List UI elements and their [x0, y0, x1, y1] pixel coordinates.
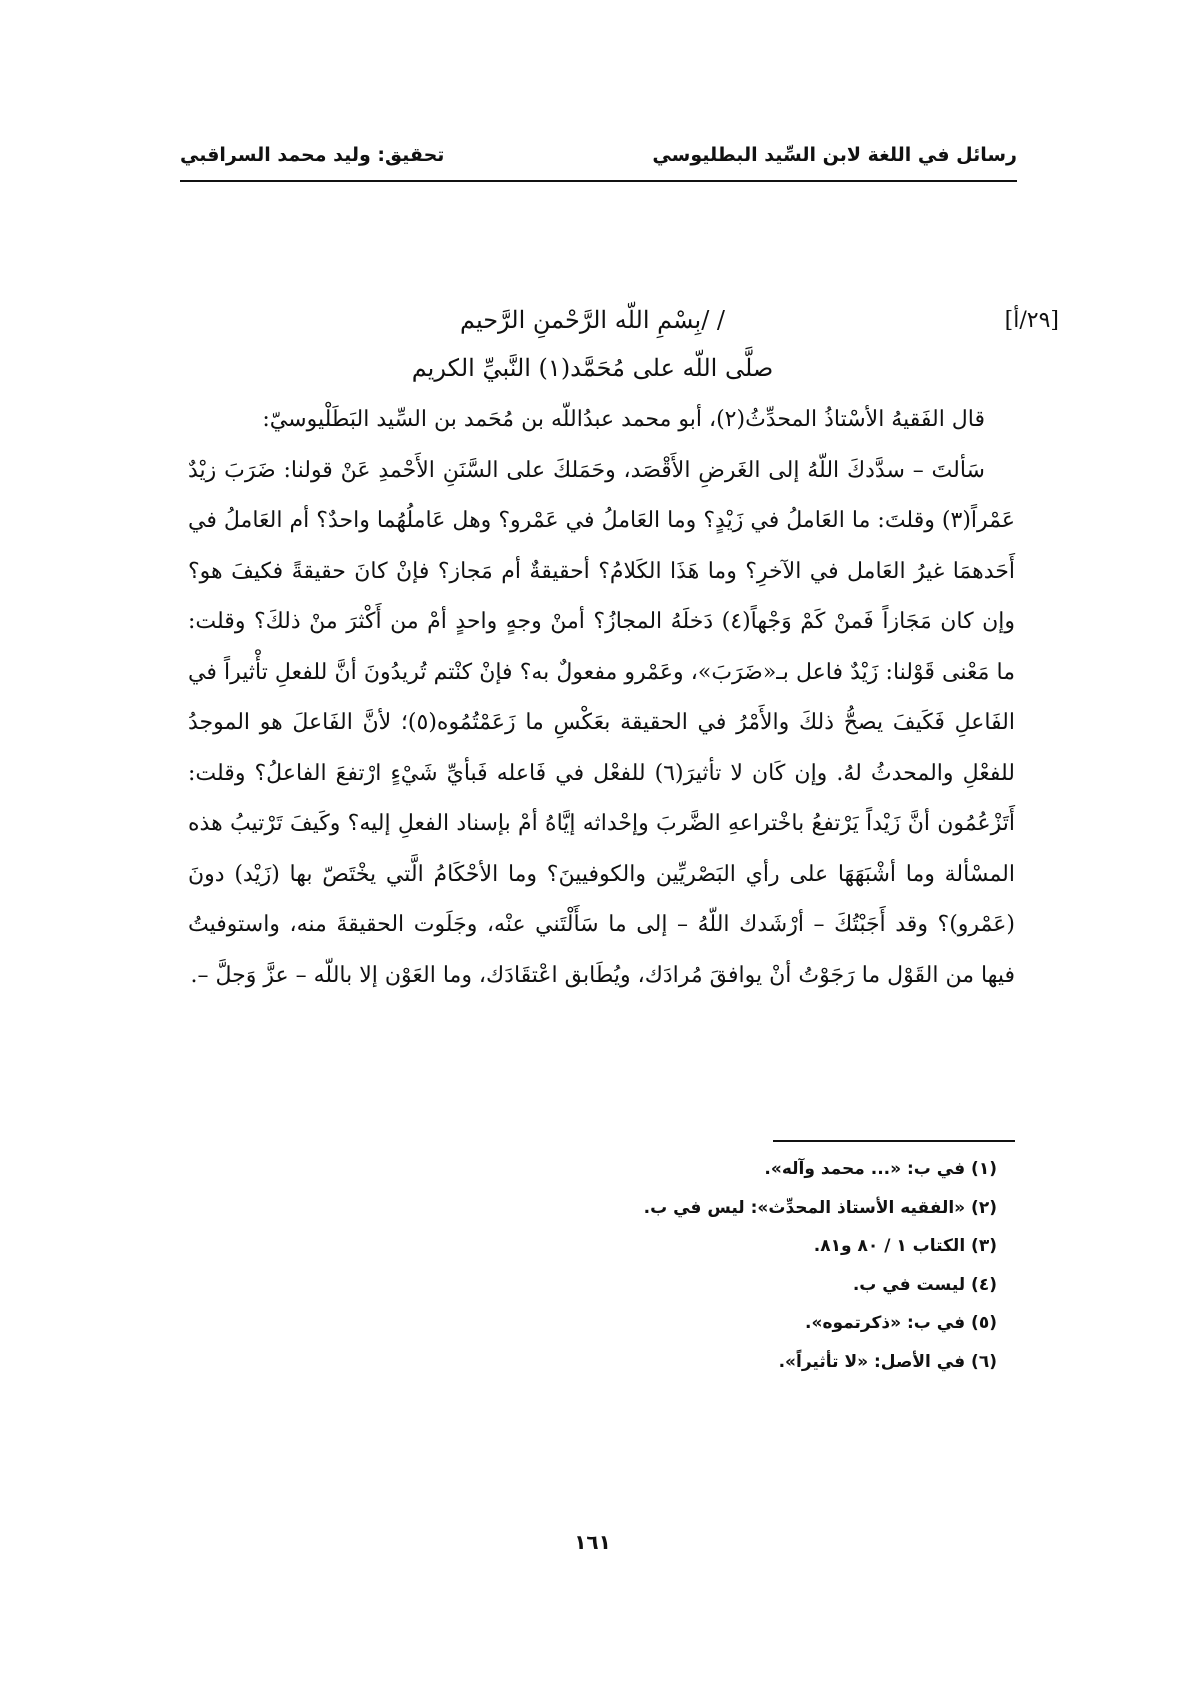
- manuscript-folio-marker: [٢٩/أ]: [1004, 308, 1059, 333]
- footnote-item: (١) في ب: «... محمد وآله».: [764, 1159, 997, 1179]
- salutation-line: صلَّى اللّه على مُحَمَّد(١) النَّبيِّ الكريم: [411, 354, 774, 382]
- footnote-item: (٤) ليست في ب.: [852, 1274, 997, 1295]
- intro-paragraph: قال الفَقيهُ الأسْتاذُ المحدِّثُ(٢)، أبو محمد عبدُاللّه بن مُحَمد بن السِّيد البَطَلْيوسيّ:: [262, 407, 985, 432]
- footnote-item: (٢) «الفقيه الأستاذ المحدِّث»: ليس في ب.: [643, 1197, 997, 1218]
- basmala-line: / /بِسْمِ اللّه الرَّحْمنِ الرَّحيم: [459, 306, 726, 334]
- main-text: [188, 395, 1015, 1001]
- footnotes: [600, 1150, 997, 1381]
- editor-credit: تحقيق: وليد محمد السراقبي: [180, 144, 445, 166]
- main-paragraph: سَألتَ – سدَّدكَ اللّهُ إلى الغَرضِ الأَقْصَد، وحَمَلكَ على السَّنَنِ الأَحْمدِ عَنْ قولنا: ضَرَبَ زيْدٌ عَمْراً(٣) وقلتَ: ما العَاملُ في زَيْدٍ؟ وما العَاملُ في عَمْرو؟ وهل عَاملُهُما واحدٌ؟ أم العَاملُ في أَحَدهمَا غيرُ العَامل في الآخرِ؟ وما هَذَا الكَلامُ؟ أحقيقةٌ أم مَجاز؟ فإنْ كانَ حقيقةً فكيفَ هو؟ وإن كان مَجَازاً فَمنْ كَمْ وَجْهاً(٤) دَخلَهُ المجازُ؟ أمنْ وجهٍ واحدٍ أمْ من أَكْثرَ منْ ذلكَ؟ وقلت: ما مَعْنى قَوْلنا: زَيْدٌ فاعل بـ«ضَرَبَ»، وعَمْرو مفعولٌ به؟ فإنْ كنْتم تُريدُونَ أنَّ للفعلِ تأْثيراً في الفَاعلِ فَكَيفَ يصحُّ ذلكَ والأَمْرُ في الحقيقة بعَكْسِ ما زَعَمْتُمُوه(٥)؛ لأنَّ الفَاعلَ هو الموجدُ للفعْلِ والمحدثُ لهُ. وإن كَان لا تأثيرَ(٦) للفعْل في فَاعله فَبأيِّ شَيْءٍ ارْتفعَ الفاعلُ؟ وقلت: أَتَزْعُمُون أنَّ زَيْداً يَرْتفعُ باخْتراعهِ الضَّربَ وإحْداثه إيَّاهُ أمْ بإسناد الفعلِ إليه؟ وكَيفَ تَرْتيبُ هذه المسْألة وما أشْبَهَهَا على رأي البَصْريِّين والكوفيينَ؟ وما الأحْكَامُ الَّتي يخْتَصّ بها (زَيْد) دونَ (عَمْرو)؟ وقد أَجَبْتُكَ – أرْشَدك اللّهُ – إلى ما سَأَلْتَني عنْه، وجَلَوت الحقيقةَ منه، واستوفيتُ فيها من القَوْل ما رَجَوْتُ أنْ يوافقَ مُرادَك، ويُطَابق اعْتقَادَك، وما العَوْن إلا باللّه – عزَّ وَجلَّ –.: [188, 457, 1015, 988]
- book-title: رسائل في اللغة لابن السِّيد البطليوسي: [652, 144, 1017, 166]
- footnote-item: (٣) الكتاب ١ / ٨٠ و٨١.: [813, 1236, 997, 1256]
- running-header: [180, 140, 1017, 182]
- footnote-separator: [773, 1140, 1015, 1142]
- footnote-item: (٦) في الأصل: «لا تأثيراً».: [778, 1351, 997, 1372]
- footnote-item: (٥) في ب: «ذكرتموه».: [805, 1313, 997, 1333]
- basmala-block: [250, 296, 935, 392]
- page-number: ١٦١: [574, 1530, 611, 1554]
